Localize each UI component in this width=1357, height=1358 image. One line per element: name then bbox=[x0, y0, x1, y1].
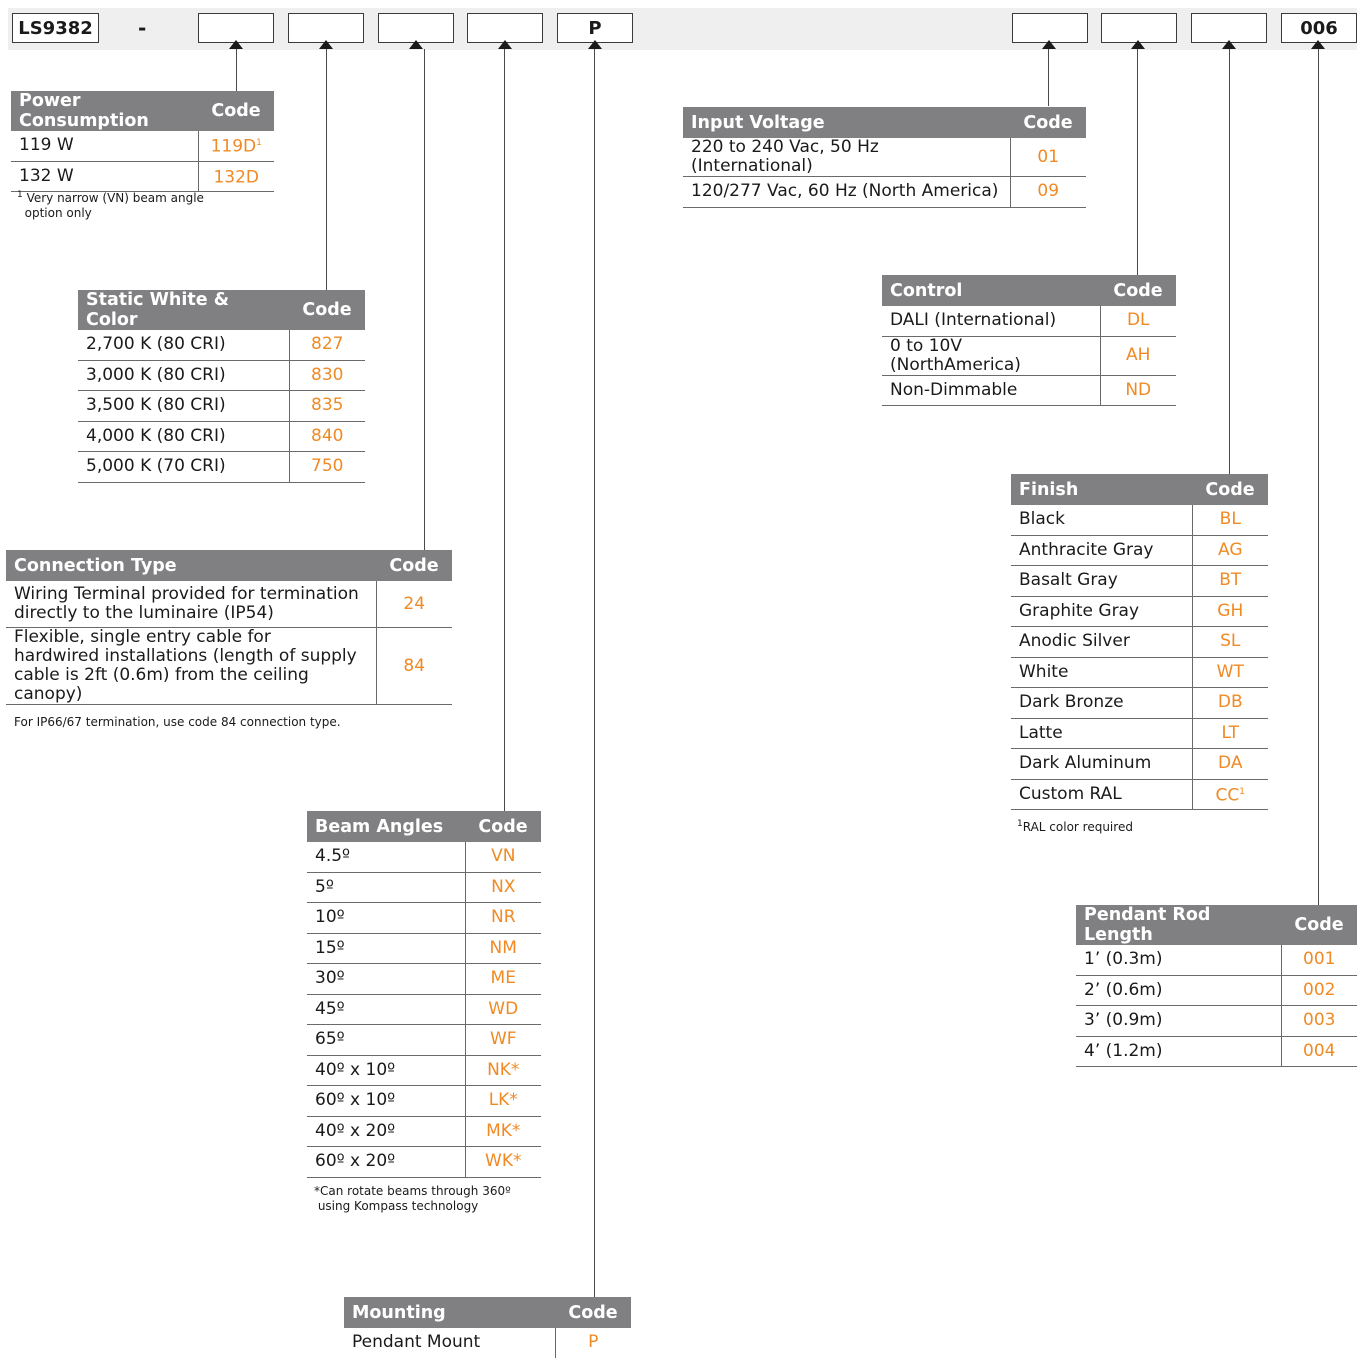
row-code: 09 bbox=[1010, 177, 1086, 208]
row-code: AH bbox=[1100, 336, 1176, 375]
row-label: Black bbox=[1011, 505, 1192, 535]
table-row bbox=[6, 628, 452, 705]
row-label: 2’ (0.6m) bbox=[1076, 975, 1281, 1006]
row-code: MK* bbox=[465, 1116, 541, 1147]
row-code: 24 bbox=[376, 581, 452, 628]
table-row bbox=[307, 842, 541, 872]
row-label: 1’ (0.3m) bbox=[1076, 945, 1281, 975]
table-row bbox=[1011, 749, 1268, 780]
row-label: White bbox=[1011, 657, 1192, 688]
arrow-up-icon bbox=[498, 40, 512, 49]
row-label: 60º x 10º bbox=[307, 1086, 465, 1117]
row-code: WF bbox=[465, 1025, 541, 1056]
rod-slot: 006 bbox=[1281, 13, 1357, 43]
table-header: Finish bbox=[1011, 474, 1192, 505]
connector-line bbox=[424, 49, 425, 550]
model-code-box: LS9382 bbox=[12, 13, 99, 43]
table-row bbox=[1011, 566, 1268, 597]
table-row bbox=[78, 421, 365, 452]
table-row bbox=[1076, 1006, 1357, 1037]
table-row bbox=[1011, 535, 1268, 566]
row-label: 5,000 K (70 CRI) bbox=[78, 452, 289, 483]
connector-line bbox=[236, 49, 237, 91]
row-code: NK* bbox=[465, 1055, 541, 1086]
row-code: DB bbox=[1192, 688, 1268, 719]
table-row bbox=[1076, 1036, 1357, 1067]
row-label: 3,000 K (80 CRI) bbox=[78, 360, 289, 391]
row-label: 4.5º bbox=[307, 842, 465, 872]
row-label: 220 to 240 Vac, 50 Hz (International) bbox=[683, 138, 1010, 177]
row-label: 3’ (0.9m) bbox=[1076, 1006, 1281, 1037]
table-header: Beam Angles bbox=[307, 811, 465, 842]
row-label: 30º bbox=[307, 964, 465, 995]
row-label: Pendant Mount bbox=[352, 1332, 481, 1353]
row-label: 120/277 Vac, 60 Hz (North America) bbox=[683, 177, 1010, 208]
table-header: Mounting bbox=[344, 1297, 555, 1328]
table-row bbox=[307, 933, 541, 964]
row-code: WT bbox=[1192, 657, 1268, 688]
row-code: GH bbox=[1192, 596, 1268, 627]
finish-table bbox=[1011, 474, 1268, 810]
row-label: Dark Bronze bbox=[1011, 688, 1192, 719]
mounting-table bbox=[344, 1297, 631, 1358]
beam-footnote: *Can rotate beams through 360º using Kompass technology bbox=[314, 1184, 511, 1213]
table-row bbox=[1011, 779, 1268, 810]
code-header: Code bbox=[555, 1297, 631, 1328]
table-row bbox=[307, 994, 541, 1025]
table-row bbox=[78, 391, 365, 422]
finish-footnote: $^1$RAL color required bbox=[1017, 819, 1133, 834]
connector-line bbox=[1048, 49, 1049, 106]
row-code: NM bbox=[465, 933, 541, 964]
table-row bbox=[307, 903, 541, 934]
row-label: 45º bbox=[307, 994, 465, 1025]
connector-line bbox=[1137, 49, 1138, 275]
table-row bbox=[1011, 596, 1268, 627]
table-row bbox=[307, 964, 541, 995]
row-label: 10º bbox=[307, 903, 465, 934]
row-code: $CC^1$ bbox=[1192, 779, 1268, 810]
arrow-up-icon bbox=[319, 40, 333, 49]
row-code: 002 bbox=[1281, 975, 1357, 1006]
control-table bbox=[882, 275, 1176, 406]
row-code: 132D bbox=[198, 161, 274, 192]
row-label: 119 W bbox=[11, 131, 198, 161]
table-row bbox=[78, 452, 365, 483]
control-slot bbox=[1101, 13, 1177, 43]
row-code: BT bbox=[1192, 566, 1268, 597]
row-label: Latte bbox=[1011, 718, 1192, 749]
arrow-up-icon bbox=[1042, 40, 1056, 49]
table-row bbox=[683, 177, 1086, 208]
table-row bbox=[307, 1116, 541, 1147]
power-footnote: $^1$ Very narrow (VN) beam angle option only bbox=[17, 190, 204, 220]
row-code: BL bbox=[1192, 505, 1268, 535]
voltage-slot bbox=[1012, 13, 1088, 43]
row-code: 01 bbox=[1010, 138, 1086, 177]
table-row bbox=[11, 161, 274, 192]
row-label: 40º x 10º bbox=[307, 1055, 465, 1086]
row-label: Basalt Gray bbox=[1011, 566, 1192, 597]
row-label: 15º bbox=[307, 933, 465, 964]
row-label: 4’ (1.2m) bbox=[1076, 1036, 1281, 1067]
table-row bbox=[1011, 657, 1268, 688]
table-header: Power Consumption bbox=[11, 91, 198, 131]
table-row bbox=[78, 330, 365, 360]
connector-line bbox=[326, 49, 327, 290]
code-header: Code bbox=[289, 290, 365, 330]
code-header: Code bbox=[198, 91, 274, 131]
code-header: Code bbox=[465, 811, 541, 842]
table-row bbox=[882, 375, 1176, 406]
row-label: 5º bbox=[307, 872, 465, 903]
power-slot bbox=[198, 13, 274, 43]
row-code: $119D^1$ bbox=[198, 131, 274, 161]
table-header: Static White & Color bbox=[78, 290, 289, 330]
connector-line bbox=[1229, 49, 1230, 474]
table-row bbox=[882, 336, 1176, 375]
table-row bbox=[882, 306, 1176, 336]
row-code: LT bbox=[1192, 718, 1268, 749]
arrow-up-icon bbox=[1131, 40, 1145, 49]
row-code: 003 bbox=[1281, 1006, 1357, 1037]
table-row bbox=[307, 1147, 541, 1178]
table-row bbox=[307, 1055, 541, 1086]
row-label: 0 to 10V (NorthAmerica) bbox=[882, 336, 1100, 375]
row-code: 835 bbox=[289, 391, 365, 422]
row-label: Wiring Terminal provided for termination directly to the luminaire (IP54) bbox=[6, 581, 376, 628]
power-consumption-table bbox=[11, 91, 274, 192]
row-code: P bbox=[555, 1328, 631, 1358]
finish-slot bbox=[1191, 13, 1267, 43]
connector-line bbox=[1318, 49, 1319, 906]
table-header: Pendant Rod Length bbox=[1076, 905, 1281, 945]
row-label: Anthracite Gray bbox=[1011, 535, 1192, 566]
row-label: Graphite Gray bbox=[1011, 596, 1192, 627]
connection-type-table bbox=[6, 550, 452, 705]
connector-line bbox=[504, 49, 505, 811]
row-label: 4,000 K (80 CRI) bbox=[78, 421, 289, 452]
table-row bbox=[1076, 975, 1357, 1006]
row-label: Anodic Silver bbox=[1011, 627, 1192, 658]
connection-slot bbox=[378, 13, 454, 43]
row-code: 004 bbox=[1281, 1036, 1357, 1067]
code-header: Code bbox=[376, 550, 452, 581]
static-white-color-table bbox=[78, 290, 365, 483]
row-label: Non-Dimmable bbox=[882, 375, 1100, 406]
row-code: LK* bbox=[465, 1086, 541, 1117]
code-header: Code bbox=[1192, 474, 1268, 505]
row-label: 65º bbox=[307, 1025, 465, 1056]
table-row bbox=[683, 138, 1086, 177]
row-label: Custom RAL bbox=[1011, 779, 1192, 810]
row-code: SL bbox=[1192, 627, 1268, 658]
row-label: 3,500 K (80 CRI) bbox=[78, 391, 289, 422]
beam-slot bbox=[467, 13, 543, 43]
table-row bbox=[307, 1086, 541, 1117]
separator-dash: - bbox=[138, 16, 147, 40]
table-row bbox=[1011, 627, 1268, 658]
table-row bbox=[344, 1328, 631, 1358]
table-row bbox=[1011, 718, 1268, 749]
row-label: 40º x 20º bbox=[307, 1116, 465, 1147]
row-code: VN bbox=[465, 842, 541, 872]
row-label: 60º x 20º bbox=[307, 1147, 465, 1178]
row-code: 001 bbox=[1281, 945, 1357, 975]
table-row bbox=[11, 131, 274, 161]
pendant-rod-length-table bbox=[1076, 905, 1357, 1067]
row-code: WK* bbox=[465, 1147, 541, 1178]
code-header: Code bbox=[1010, 107, 1086, 138]
table-row bbox=[78, 360, 365, 391]
connector-line bbox=[594, 49, 595, 1297]
row-code: NX bbox=[465, 872, 541, 903]
table-header: Control bbox=[882, 275, 1100, 306]
color-slot bbox=[288, 13, 364, 43]
row-code: WD bbox=[465, 994, 541, 1025]
row-label: Dark Aluminum bbox=[1011, 749, 1192, 780]
row-label: 2,700 K (80 CRI) bbox=[78, 330, 289, 360]
input-voltage-table bbox=[683, 107, 1086, 208]
row-label: 132 W bbox=[11, 161, 198, 192]
row-code: 84 bbox=[376, 628, 452, 705]
table-row bbox=[1076, 945, 1357, 975]
table-row bbox=[1011, 688, 1268, 719]
table-header: Connection Type bbox=[6, 550, 376, 581]
row-code: DL bbox=[1100, 306, 1176, 336]
row-code: DA bbox=[1192, 749, 1268, 780]
row-label: DALI (International) bbox=[882, 306, 1100, 336]
row-code: ND bbox=[1100, 375, 1176, 406]
arrow-up-icon bbox=[1311, 40, 1325, 49]
table-row bbox=[307, 1025, 541, 1056]
row-code: 830 bbox=[289, 360, 365, 391]
row-label: Flexible, single entry cable for hardwired installations (length of supply cable is 2ft (0.6m) from the ceiling canopy) bbox=[6, 628, 376, 705]
row-code: NR bbox=[465, 903, 541, 934]
mounting-slot: P bbox=[557, 13, 633, 43]
row-code: 750 bbox=[289, 452, 365, 483]
table-row bbox=[1011, 505, 1268, 535]
table-row bbox=[307, 872, 541, 903]
connection-footnote: For IP66/67 termination, use code 84 connection type. bbox=[14, 715, 341, 729]
row-code: AG bbox=[1192, 535, 1268, 566]
arrow-up-icon bbox=[229, 40, 243, 49]
code-header: Code bbox=[1281, 905, 1357, 945]
table-header: Input Voltage bbox=[683, 107, 1010, 138]
table-row bbox=[6, 581, 452, 628]
arrow-up-icon bbox=[588, 40, 602, 49]
row-code: 840 bbox=[289, 421, 365, 452]
arrow-up-icon bbox=[409, 40, 423, 49]
arrow-up-icon bbox=[1222, 40, 1236, 49]
beam-angles-table bbox=[307, 811, 541, 1178]
row-code: 827 bbox=[289, 330, 365, 360]
row-code: ME bbox=[465, 964, 541, 995]
code-header: Code bbox=[1100, 275, 1176, 306]
